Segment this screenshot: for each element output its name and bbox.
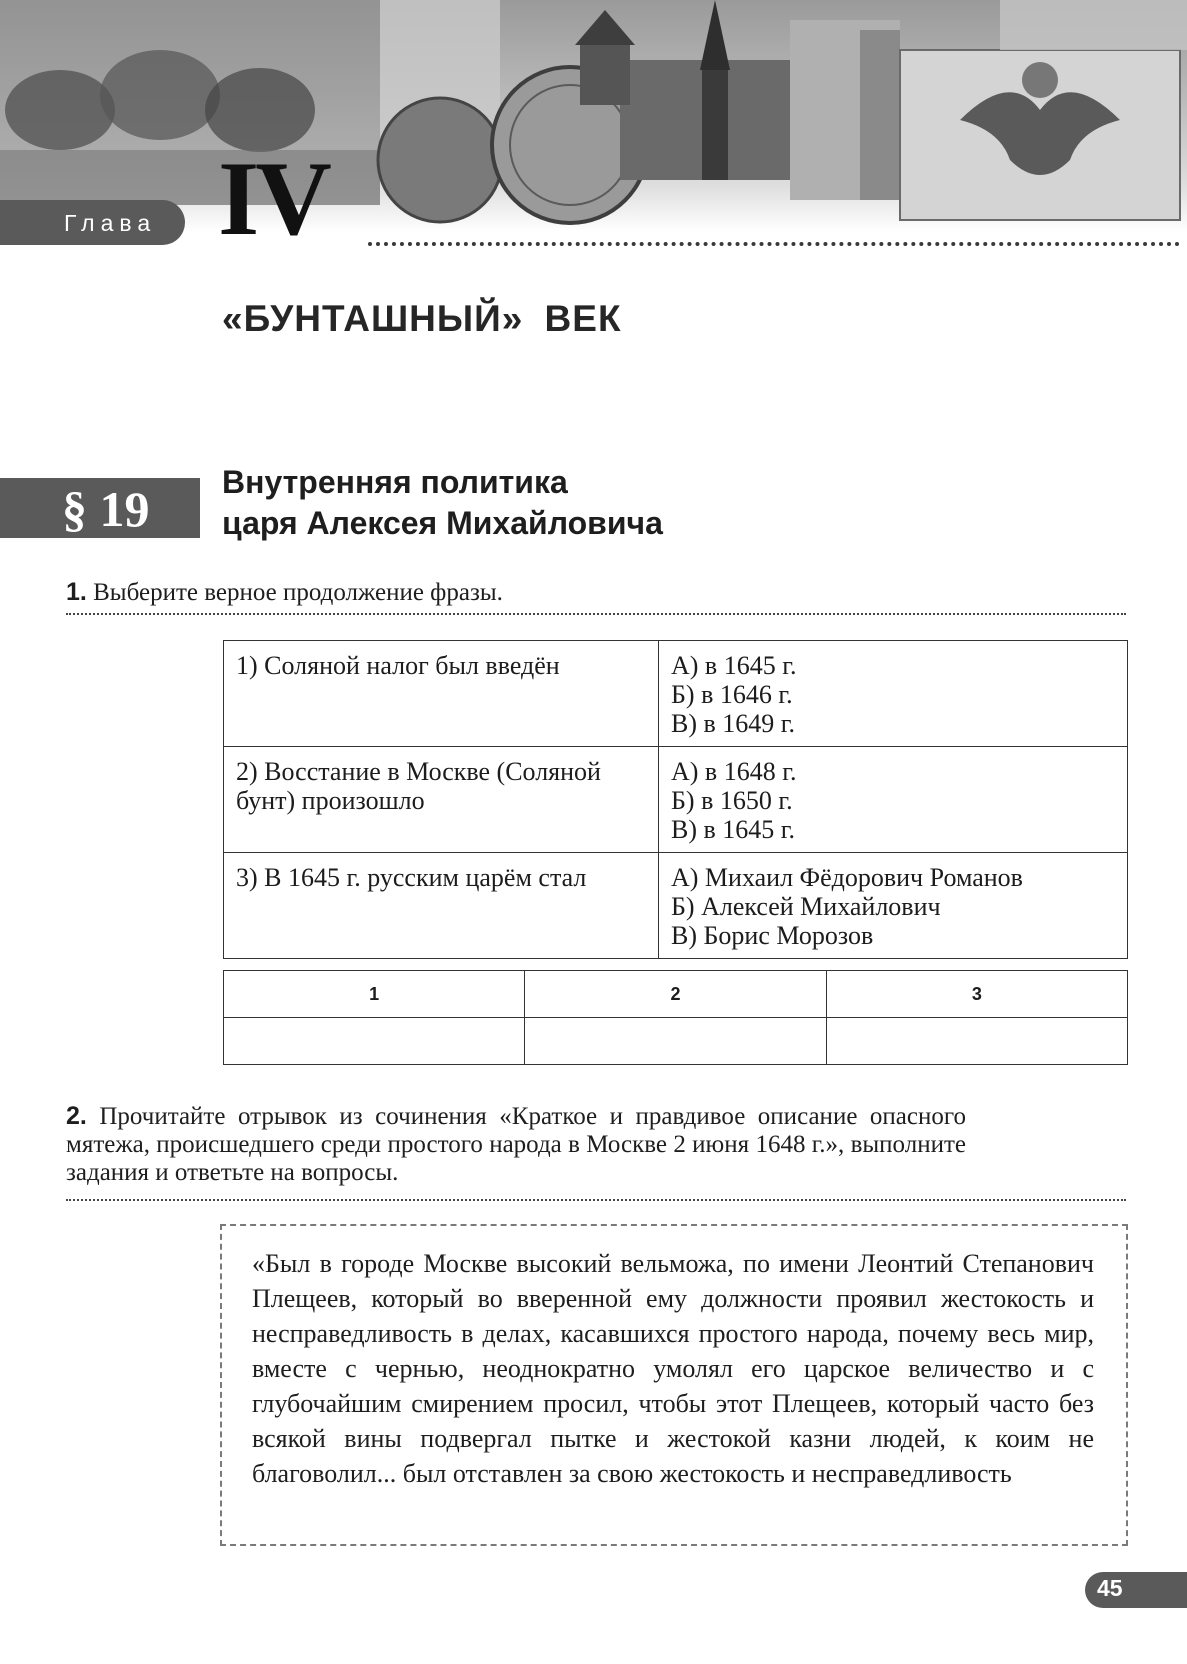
matching-table [223, 640, 1128, 959]
table-row [224, 747, 1128, 853]
option: Б) в 1646 г. [671, 680, 793, 709]
answer-header: 3 [826, 971, 1127, 1018]
options-cell [659, 853, 1128, 959]
task-2-text: Прочитайте отрывок из сочинения «Краткое и правдивое описание опасного мятежа, происшедшего среди простого народа в Москве 2 июня 1648 г.», выполните задания и ответьте на вопросы. [66, 1103, 966, 1186]
answer-table [223, 970, 1128, 1065]
chapter-label: Глава [64, 210, 157, 236]
answer-header: 1 [224, 971, 525, 1018]
option: В) в 1649 г. [671, 709, 796, 738]
option: Б) в 1650 г. [671, 786, 793, 815]
chapter-title: «БУНТАШНЫЙ» ВЕК [222, 298, 622, 339]
task-1-text: Выберите верное продолжение фразы. [93, 579, 503, 606]
option: А) в 1645 г. [671, 651, 797, 680]
answer-cell-2[interactable] [525, 1018, 826, 1065]
section-number: § 19 [62, 481, 150, 537]
task-2-dotted-divider [66, 1199, 1126, 1201]
answer-cell-3[interactable] [826, 1018, 1127, 1065]
task-1-dotted-divider [66, 613, 1126, 615]
options-cell [659, 641, 1128, 747]
option: А) Михаил Фёдорович Романов [671, 863, 1023, 892]
section-title [222, 462, 663, 544]
quote-text: «Был в городе Москве высокий вельможа, по имени Леонтий Степанович Плещеев, который во вверенной ему должности проявил жестокость и несправедливость в делах, касавшихся простого народа, почему весь мир, вместе с чернью, неоднократно умолял его царское величество и с глубочайшим смирением просил, чтобы этот Плещеев, который часто без всякой вины подвергал пытке и жестокой казни людей, к коим не благоволил... был отставлен за свою жестокость и несправедливость [252, 1249, 1094, 1488]
options-cell [659, 747, 1128, 853]
answer-header-row [224, 971, 1128, 1018]
header-dotted-divider [368, 242, 1180, 246]
answer-cell-1[interactable] [224, 1018, 525, 1065]
answer-header: 2 [525, 971, 826, 1018]
banner-collage-illustration [0, 0, 1187, 232]
task-1-prompt [66, 578, 503, 607]
question-cell: 2) Восстание в Москве (Соляной бунт) произошло [224, 747, 659, 853]
section-title-line-1: Внутренняя политика [222, 464, 568, 500]
answer-input-row [224, 1018, 1128, 1065]
task-2-number: 2. [66, 1102, 87, 1130]
option: В) в 1645 г. [671, 815, 796, 844]
section-title-line-2: царя Алексея Михайловича [222, 505, 663, 541]
table-row [224, 641, 1128, 747]
option: Б) Алексей Михайлович [671, 892, 941, 921]
option: А) в 1648 г. [671, 757, 797, 786]
option: В) Борис Морозов [671, 921, 874, 950]
chapter-banner [0, 0, 1187, 232]
page-number: 45 [1097, 1575, 1123, 1601]
task-1-number: 1. [66, 578, 87, 606]
question-cell: 3) В 1645 г. русским царём стал [224, 853, 659, 959]
question-cell: 1) Соляной налог был введён [224, 641, 659, 747]
task-2-prompt [66, 1102, 966, 1187]
table-row [224, 853, 1128, 959]
chapter-number: IV [218, 140, 328, 257]
